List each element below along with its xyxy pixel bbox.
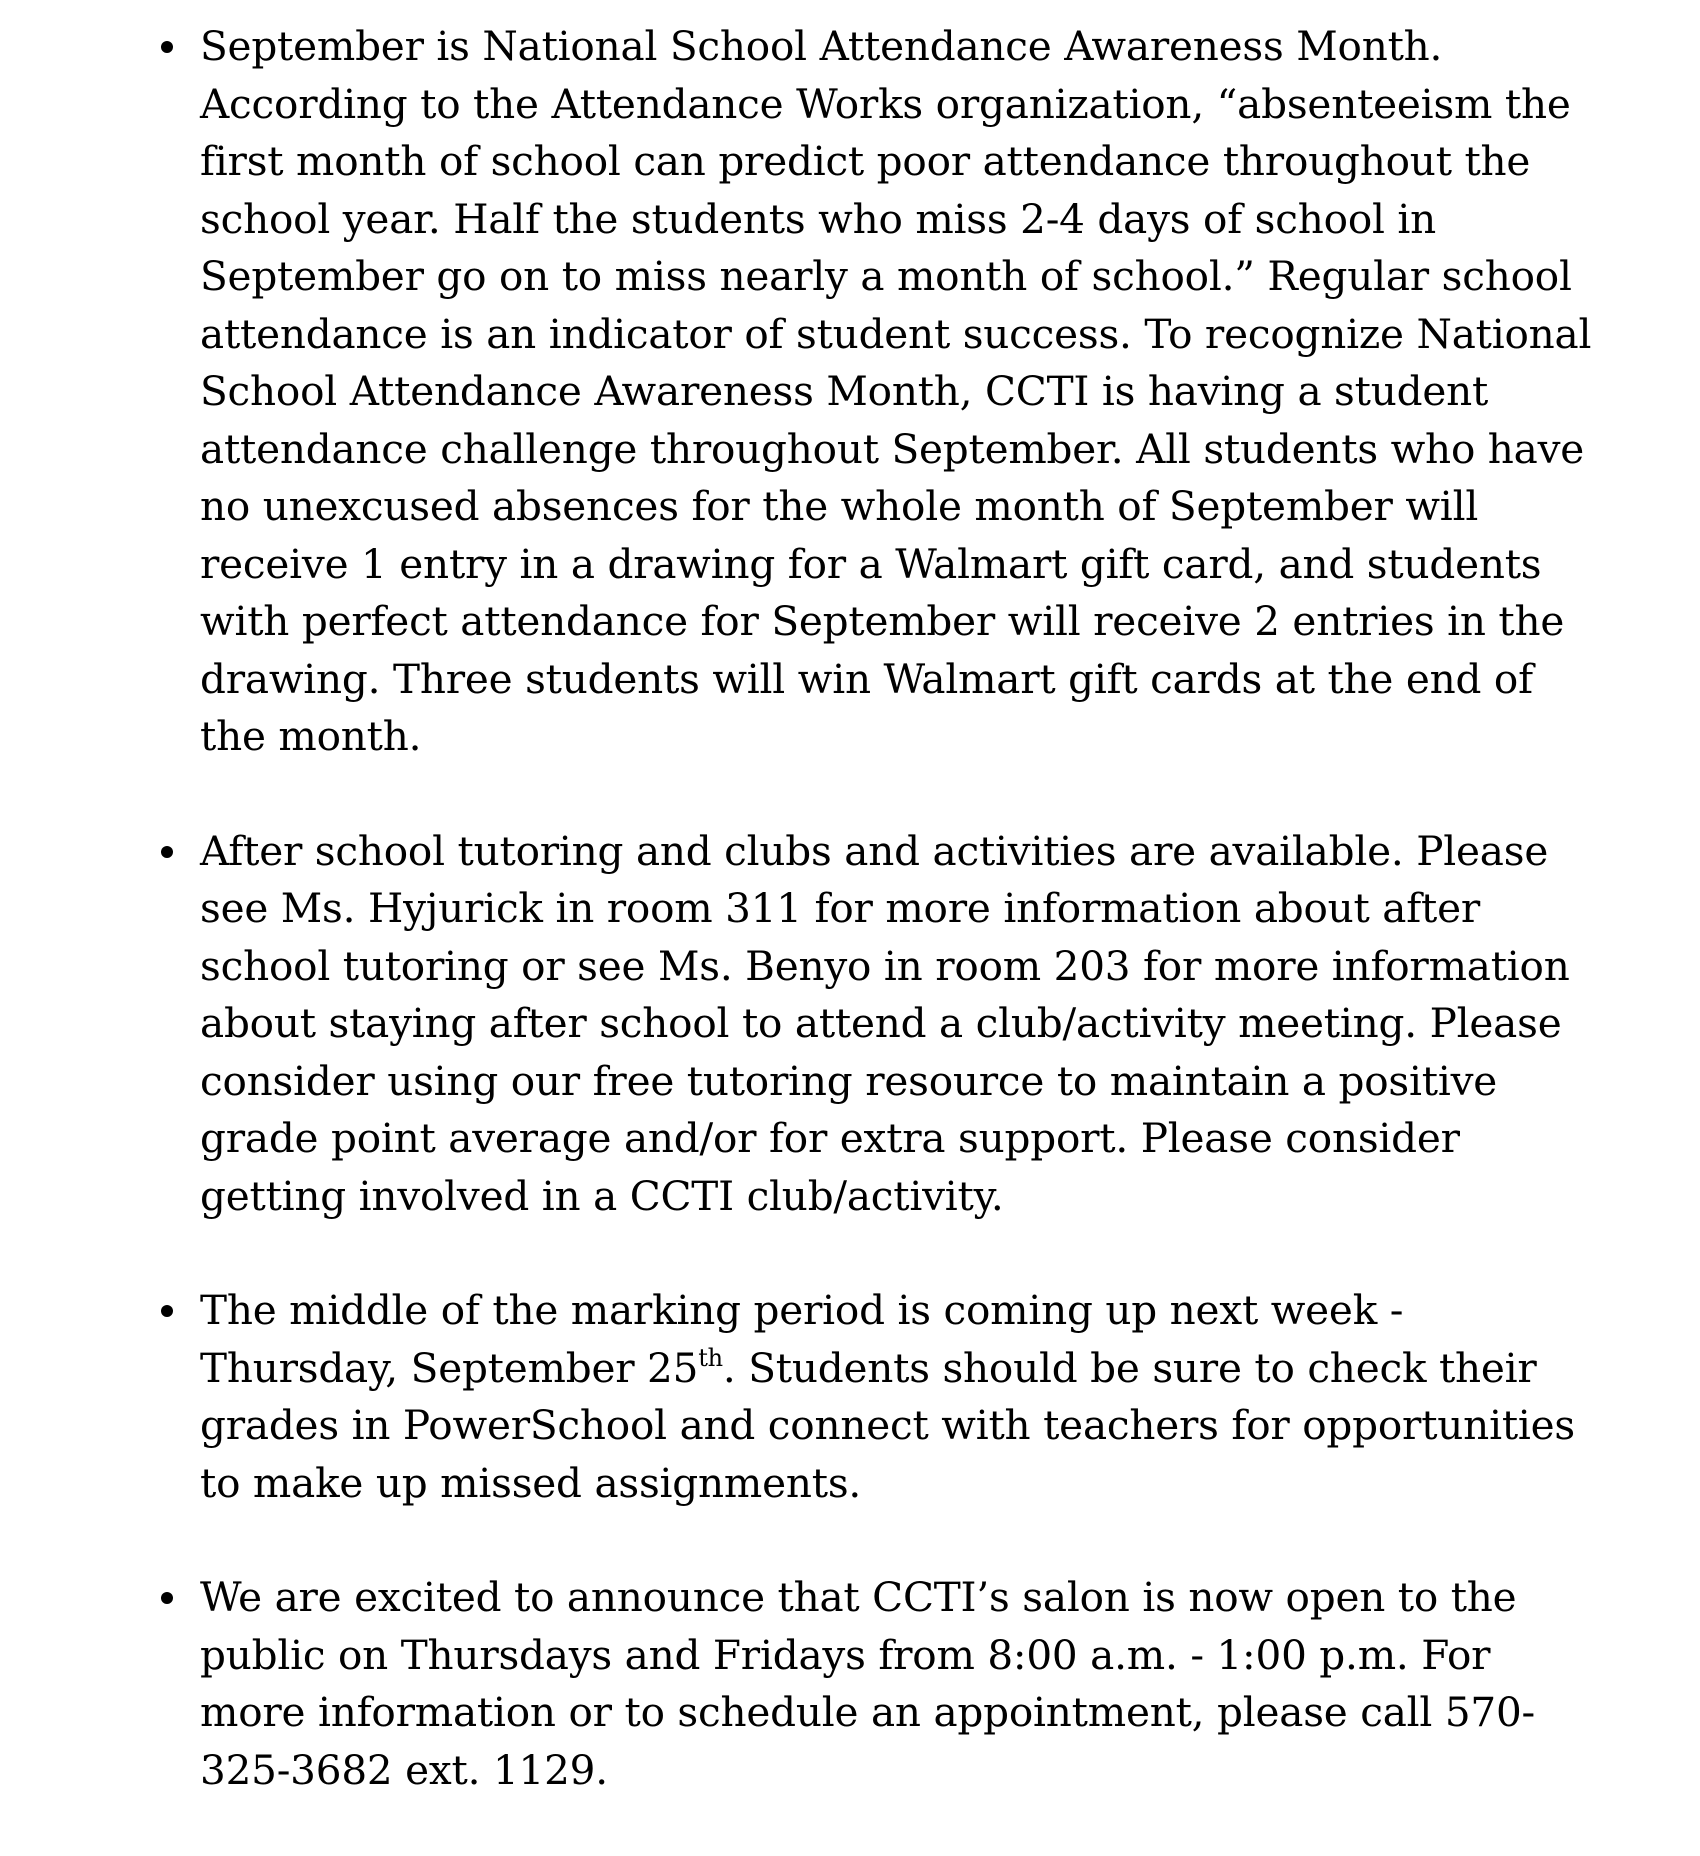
announcement-text: After school tutoring and clubs and activities are available. Please see Ms. Hyjurick in room 311 for more information about after school tutoring or see Ms. Benyo in room 203 for more information about staying after school to attend a club/activity meeting. Please consider using our free tutoring resource to maintain a positive grade point average and/or for extra support. Please consider getting involved in a CCTI club/activity. xyxy=(200,826,1570,1220)
announcement-list xyxy=(145,18,1605,1856)
announcement-attendance-month xyxy=(145,18,1605,766)
announcement-text-after: . Students should be sure to check their grades in PowerSchool and connect with teachers for opportunities to make up missed assignments. xyxy=(200,1343,1575,1507)
bullet-icon xyxy=(161,846,173,858)
announcement-text-before: The middle of the marking period is coming up next week - Thursday, September 25 xyxy=(200,1286,1404,1392)
announcement-text: We are excited to announce that CCTI’s salon is now open to the public on Thursdays and Fridays from 8:00 a.m. - 1:00 p.m. For more information or to schedule an appointment, please call 570-325-3682 ext. 1129. xyxy=(200,1573,1536,1794)
date-ordinal-superscript: th xyxy=(698,1343,723,1372)
announcement-marking-period xyxy=(145,1282,1605,1512)
bullet-icon xyxy=(161,1592,173,1604)
announcement-text: September is National School Attendance Awareness Month. According to the Attendance Works organization, “absenteeism the first month of school can predict poor attendance throughout the school year. Half the students who miss 2-4 days of school in September go on to miss nearly a month of school.” Regular school attendance is an indicator of student success. To recognize National School Attendance Awareness Month, CCTI is having a student attendance challenge throughout September. All students who have no unexcused absences for the whole month of September will receive 1 entry in a drawing for a Walmart gift card, and students with perfect attendance for September will receive 2 entries in the drawing. Three students will win Walmart gift cards at the end of the month. xyxy=(200,22,1592,760)
announcement-salon-open xyxy=(145,1569,1605,1799)
bullet-icon xyxy=(161,1305,173,1317)
announcement-tutoring-clubs xyxy=(145,823,1605,1226)
bullet-icon xyxy=(161,41,173,53)
